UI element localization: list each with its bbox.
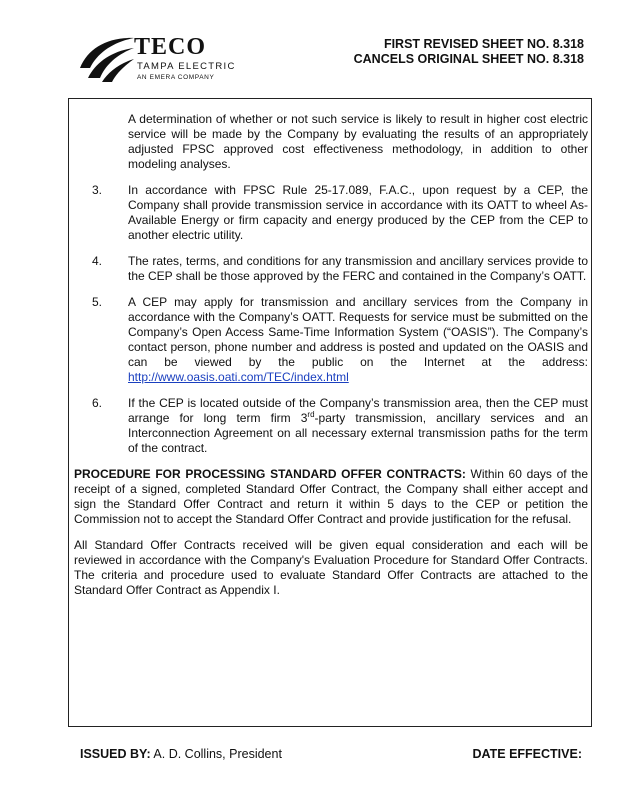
list-item — [74, 396, 588, 456]
final-paragraph: All Standard Offer Contracts received will be given equal consideration and each will be reviewed in accordance with the Company's Evaluation Procedure for Standard Offer Contracts. The criteria and procedure used to evaluate Standard Offer Contracts are attached to the Standard Offer Contract as Appendix I. — [74, 538, 588, 597]
issued-by-label: ISSUED BY: — [80, 747, 151, 761]
item-number: 3. — [92, 183, 103, 197]
sheet-number: FIRST REVISED SHEET NO. 8.318 — [383, 37, 584, 51]
teco-logo — [78, 34, 256, 84]
sheet-header — [354, 37, 584, 67]
issued-by-value: A. D. Collins, President — [150, 747, 282, 761]
list-item — [74, 183, 588, 243]
item-text: In accordance with FPSC Rule 25-17.089, F.A.C., upon request by a CEP, the Company shall provide transmission service in accordance with its OATT to wheel As-Available Energy or firm capacity and energy produced by the CEP from the CEP to another electric utility. — [128, 183, 588, 242]
ordinal-suffix: rd — [307, 410, 315, 419]
procedure-paragraph — [74, 467, 588, 527]
logo-name: TECO — [134, 34, 207, 60]
item-text: If the CEP is located outside of the Company’s transmission area, then the CEP must arrange for long term firm 3 — [128, 396, 588, 425]
date-effective-label: DATE EFFECTIVE: — [472, 747, 582, 761]
procedure-text: Within 60 days of the receipt of a signed, completed Standard Offer Contract, the Company shall either accept and sign the Standard Offer Contract and return it within 5 days to the CEP or petition the Commission not to accept the Standard Offer Contract and provide justification for the refusal. — [74, 467, 588, 526]
issued-by — [80, 747, 282, 761]
item-number: 5. — [92, 295, 103, 309]
oasis-link[interactable]: http://www.oasis.oati.com/TEC/index.html — [128, 370, 349, 384]
item-number: 4. — [92, 254, 103, 268]
item-text-container — [128, 295, 588, 385]
list-item — [74, 254, 588, 284]
item-text: A CEP may apply for transmission and ancillary services from the Company in accordance with the Company’s OATT. Requests for service must be submitted on the Company’s Open Access Same-Time Information System (“OASIS”). The Company’s contact person, phone number and address is posted and updated on the OASIS and can be viewed by the public on the Internet at the address: — [128, 295, 588, 369]
item-text: The rates, terms, and conditions for any transmission and ancillary services provide to the CEP shall be those approved by the FERC and contained in the Company’s OATT. — [128, 254, 588, 283]
procedure-heading: PROCEDURE FOR PROCESSING STANDARD OFFER CONTRACTS: — [74, 467, 466, 481]
item-text: -party transmission, ancillary services and an Interconnection Agreement on all necessary external transmission paths for the term of the contract. — [128, 411, 588, 455]
sheet-cancels: CANCELS ORIGINAL SHEET NO. 8.318 — [353, 52, 584, 66]
list-item — [74, 295, 588, 385]
logo-tagline: AN EMERA COMPANY — [137, 74, 215, 81]
item-text-container — [128, 396, 588, 456]
logo-subtitle: TAMPA ELECTRIC — [137, 61, 236, 72]
intro-paragraph: A determination of whether or not such service is likely to result in higher cost electric service will be made by the Company by evaluating the results of an appropriately adjusted FPSC approved cost effectiveness methodology, in addition to other modeling analyses. — [128, 112, 588, 171]
item-number: 6. — [92, 396, 103, 410]
tariff-content — [74, 112, 588, 609]
teco-swoosh-icon — [78, 34, 136, 84]
